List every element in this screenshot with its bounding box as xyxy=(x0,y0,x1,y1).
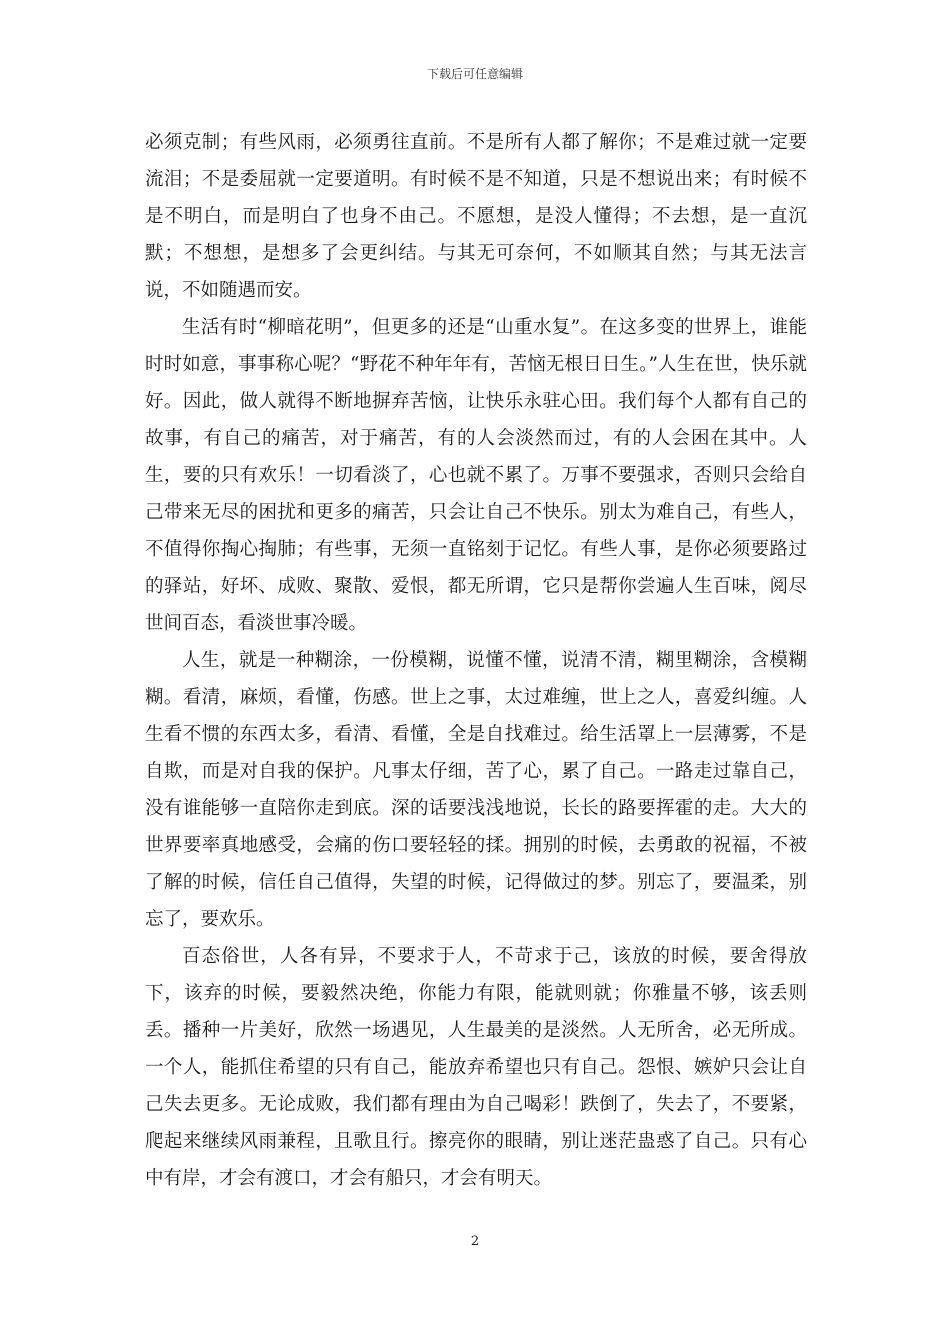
paragraph: 生活有时“柳暗花明”，但更多的还是“山重水复”。在这多变的世界上，谁能时时如意，事事称心呢？“野花不种年年有，苦恼无根日日生。”人生在世，快乐就好。因此，做人就得不断地摒弃苦恼，让快乐永驻心田。我们每个人都有自己的故事，有自己的痛苦，对于痛苦，有的人会淡然而过，有的人会困在其中。人生，要的只有欢乐！一切看淡了，心也就不累了。万事不要强求，否则只会给自己带来无尽的困扰和更多的痛苦，只会让自己不快乐。别太为难自己，有些人，不值得你掏心掏肺；有些事，无须一直铭刻于记忆。有些人事，是你必须要路过的驿站，好坏、成败、聚散、爱恨，都无所谓，它只是帮你尝遍人生百味，阅尽世间百态，看淡世事冷暖。 xyxy=(145,317,807,634)
document-body xyxy=(145,124,807,1197)
paragraph: 百态俗世，人各有异，不要求于人，不苛求于己，该放的时候，要舍得放下，该弃的时候，要毅然决绝，你能力有限，能就则就；你雅量不够，该丢则丢。播种一片美好，欣然一场遇见，人生最美的是淡然。人无所舍，必无所成。一个人，能抓住希望的只有自己，能放弃希望也只有自己。怨恨、嫉妒只会让自己失去更多。无论成败，我们都有理由为自己喝彩！跌倒了，失去了，不要紧，爬起来继续风雨兼程，且歌且行。擦亮你的眼睛，别让迷茫蛊惑了自己。只有心中有岸，才会有渡口，才会有船只，才会有明天。 xyxy=(145,946,807,1189)
page-header: 下载后可任意编辑 xyxy=(426,67,523,81)
paragraph: 人生，就是一种糊涂，一份模糊，说懂不懂，说清不清，糊里糊涂，含模糊糊。看清，麻烦，看懂，伤感。世上之事，太过难缠，世上之人，喜爱纠缠。人生看不惯的东西太多，看清、看懂，全是自找难过。给生活罩上一层薄雾，不是自欺，而是对自我的保护。凡事太仔细，苦了心，累了自己。一路走过靠自己，没有谁能够一直陪你走到底。深的话要浅浅地说，长长的路要挥霍的走。大大的世界要率真地感受，会痛的伤口要轻轻的揉。拥别的时候，去勇敢的祝福，不被了解的时候，信任自己值得，失望的时候，记得做过的梦。别忘了，要温柔，别忘了，要欢乐。 xyxy=(145,650,807,930)
page-number: 2 xyxy=(470,1234,480,1249)
paragraph-continued: 必须克制；有些风雨，必须勇往直前。不是所有人都了解你；不是难过就一定要流泪；不是委屈就一定要道明。有时候不是不知道，只是不想说出来；有时候不是不明白，而是明白了也身不由己。不愿想，是没人懂得；不去想，是一直沉默；不想想，是想多了会更纠结。与其无可奈何，不如顺其自然；与其无法言说，不如随遇而安。 xyxy=(145,132,807,301)
